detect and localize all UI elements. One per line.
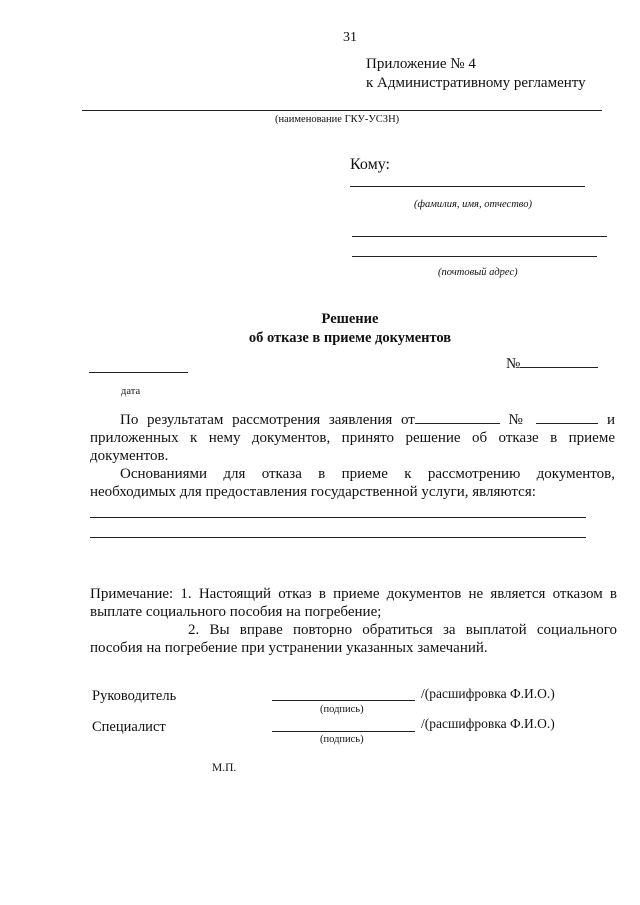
note-item-1-rest: выплате социального пособия на погребение; [90, 604, 382, 620]
recipient-address-caption: (почтовый адрес) [438, 267, 518, 278]
recipient-address-line-2 [352, 256, 597, 257]
appendix-header [366, 55, 586, 93]
title-line-1: Решение [321, 311, 379, 327]
signature-line-head [272, 700, 415, 701]
date-line [89, 372, 188, 373]
signature-caption-head: (подпись) [320, 704, 364, 715]
recipient-fio-line [350, 186, 585, 187]
page-number: 31 [343, 30, 357, 45]
recipient-address-line-1 [352, 236, 607, 237]
note-item-1-start: 1. Настоящий отказ в приеме документов не является отказом в [180, 586, 617, 602]
signature-decode-specialist: /(расшифровка Ф.И.О.) [421, 716, 555, 731]
reasons-line-2 [90, 537, 586, 538]
paragraph-1 [90, 411, 615, 465]
decision-number [506, 355, 598, 373]
signature-caption-specialist: (подпись) [320, 734, 364, 745]
recipient-fio-caption: (фамилия, имя, отчество) [414, 199, 532, 210]
org-name-caption: (наименование ГКУ-УСЗН) [275, 114, 400, 125]
recipient-label: Кому: [350, 156, 390, 173]
date-caption: дата [121, 386, 141, 397]
application-number-blank [536, 411, 598, 424]
document-title [0, 310, 640, 348]
org-name-line [82, 110, 602, 111]
signature-role-head: Руководитель [92, 688, 177, 704]
decision-number-blank [520, 355, 598, 368]
reasons-line-1 [90, 517, 586, 518]
application-date-blank [415, 411, 500, 424]
paragraph-1-conj: и [607, 412, 616, 428]
signature-line-specialist [272, 731, 415, 732]
paragraph-2: Основаниями для отказа в приеме к рассмотрению документов, необходимых для предоставления государственной услуги, являются: [90, 466, 615, 500]
appendix-line-2: к Административному регламенту [366, 75, 586, 91]
note-item-2-start: 2. Вы вправе повторно обратиться за выплатой социального [188, 622, 617, 638]
signature-role-specialist: Специалист [92, 719, 166, 735]
paragraph-1-start: По результатам рассмотрения заявления от [120, 412, 415, 428]
paragraph-1-number-sign: № [508, 412, 528, 428]
signature-decode-head: /(расшифровка Ф.И.О.) [421, 686, 555, 701]
appendix-line-1: Приложение № 4 [366, 56, 476, 72]
stamp-place: М.П. [212, 762, 237, 774]
number-sign: № [506, 356, 521, 372]
note-label: Примечание: [90, 586, 174, 602]
paragraph-1-rest: приложенных к нему документов, принято решение об отказе в приеме документов. [90, 430, 615, 464]
note-item-2-rest: пособия на погребение при устранении указанных замечаний. [90, 640, 488, 656]
title-line-2: об отказе в приеме документов [248, 330, 452, 346]
note-block [90, 585, 617, 657]
